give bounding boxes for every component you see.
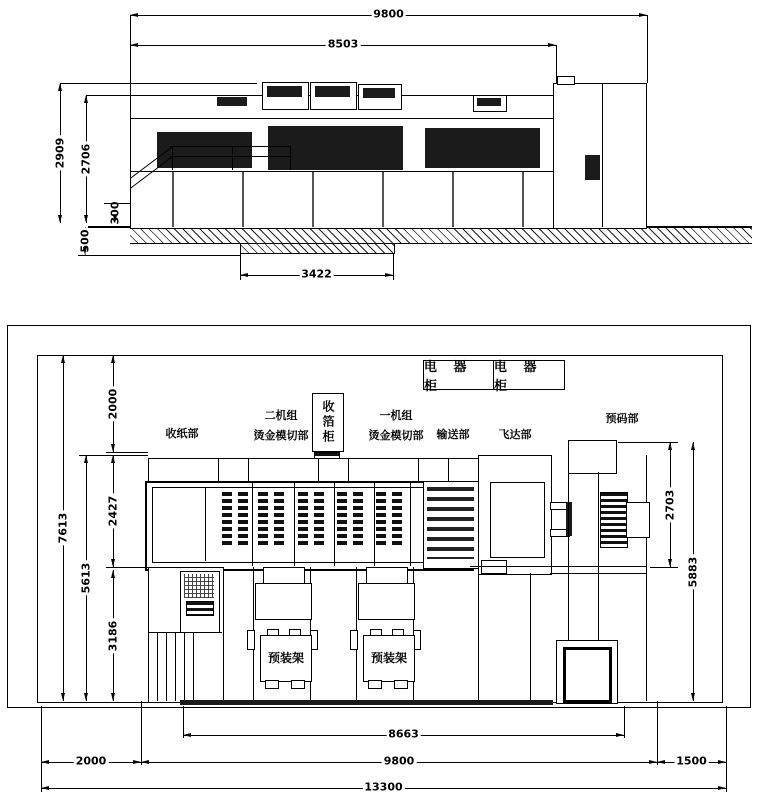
band-divider: [348, 458, 349, 481]
machine-leg: [312, 170, 314, 227]
rack2-foot: [394, 680, 408, 689]
dim-machine-depth-label: 2427: [106, 495, 120, 527]
dim-left-inner: [79, 455, 93, 701]
label-unit2-line1: 二机组: [264, 409, 298, 422]
grate-group: [258, 492, 284, 548]
dim-bottom-left-label: 2000: [75, 754, 107, 768]
label-unit1: [363, 406, 429, 446]
prestack-striped-block: [600, 492, 628, 548]
railing-rail: [170, 156, 290, 157]
dim-pit-depth: [78, 227, 92, 255]
dim-right-upper-label: 2703: [663, 489, 677, 520]
railing-post: [172, 146, 173, 170]
dim-top-clearance-label: 2000: [106, 388, 120, 419]
slat-column: [376, 492, 386, 548]
slat-column: [392, 492, 402, 548]
dim-overall-length-label: 9800: [373, 7, 404, 21]
slat-column: [258, 492, 268, 548]
unit-divider: [334, 482, 335, 566]
band-divider: [418, 458, 419, 481]
slat-column: [274, 492, 284, 548]
electrical-cabinet-left: [423, 360, 495, 394]
dim-right-overall-label: 5883: [686, 556, 700, 587]
electrical-cabinet-right: [493, 360, 565, 394]
layout-line: [530, 573, 531, 701]
grate-group: [337, 492, 363, 548]
cabinet-divider: [602, 83, 603, 227]
label-feeder: 飞达部: [498, 428, 532, 441]
unit-divider: [252, 482, 253, 566]
railing-post: [290, 146, 291, 170]
dim-bottom-area: [106, 570, 120, 701]
extension-line: [106, 452, 148, 453]
machine-base-frame: [130, 170, 555, 229]
rack1-tab: [247, 630, 255, 650]
dim-pit-length: [240, 267, 393, 281]
layout-line: [550, 573, 646, 574]
dim-bottom-area-label: 3186: [106, 620, 120, 651]
extension-line: [650, 567, 678, 568]
cabinet-top-block: [557, 76, 575, 85]
extension-line: [624, 706, 625, 738]
slat-column: [222, 492, 232, 548]
band-divider: [318, 458, 319, 481]
platform-slat: [166, 632, 167, 701]
machine-leg: [382, 170, 384, 227]
band-divider: [248, 458, 249, 481]
dim-bottom-middle: [141, 754, 657, 768]
rack2-mid-box: [358, 583, 415, 620]
prestack-column-line: [646, 455, 647, 701]
dim-bottom-right: [657, 754, 726, 768]
dim-body-length-label: 8503: [327, 37, 359, 51]
slat-column: [353, 492, 363, 548]
pit-hatch: [240, 243, 395, 254]
unit-divider: [294, 482, 295, 566]
machinery-cluster: [425, 128, 540, 168]
rack1-foot: [265, 680, 279, 689]
label-preload-rack-1: 预装架: [267, 650, 304, 665]
tower-screen-3: [363, 88, 395, 98]
extension-line: [60, 83, 257, 84]
dim-machine-length-label: 8663: [388, 727, 419, 741]
feeder-small-box: [481, 560, 507, 574]
label-preload-rack-2: 预装架: [370, 650, 407, 665]
slat-column: [298, 492, 308, 548]
slat-column: [238, 492, 248, 548]
prestack-bracket: [626, 502, 650, 538]
connector-slats: [566, 502, 572, 536]
rack2-foot: [368, 680, 382, 689]
label-conveyor: 输送部: [436, 428, 470, 441]
dim-pit-depth-label: 500: [78, 229, 92, 253]
dim-base-height-label: 300: [108, 201, 122, 225]
machine-leg: [172, 170, 174, 227]
dim-machine-length: [183, 727, 624, 741]
dim-right-upper: [663, 442, 677, 567]
conveyor-rollers: [427, 487, 474, 559]
panel-screen-4: [477, 98, 501, 106]
extension-line: [106, 567, 148, 568]
grate-group: [376, 492, 402, 548]
extension-line: [240, 253, 241, 280]
machine-top-band: [148, 458, 480, 483]
preload-rack-2: [363, 635, 415, 682]
foil-cabinet-grid: [184, 574, 214, 598]
unit-divider: [374, 482, 375, 566]
dim-left-overall: [56, 355, 70, 701]
unit-divider: [410, 482, 411, 566]
band-divider: [448, 458, 449, 481]
rack1-mid-box: [255, 583, 312, 620]
rack2-tab: [350, 630, 358, 650]
dim-body-length: [130, 37, 556, 51]
railing-post: [130, 178, 131, 227]
dim-left-overall-label: 7613: [56, 512, 70, 544]
dim-machine-depth: [106, 455, 120, 567]
grate-group: [222, 492, 248, 548]
slat-column: [337, 492, 347, 548]
band-divider: [218, 458, 219, 481]
dim-body-height-label: 2706: [79, 143, 93, 175]
dim-bottom-right-label: 1500: [676, 754, 707, 768]
tower-screen-1: [267, 86, 302, 97]
dim-body-height: [79, 95, 93, 223]
extension-line: [78, 255, 240, 256]
dim-top-clearance: [106, 355, 120, 452]
dim-bottom-middle-label: 9800: [383, 754, 415, 768]
extension-line: [79, 455, 148, 456]
label-unit1-line1: 一机组: [379, 409, 413, 422]
layout-line: [470, 566, 646, 567]
machinery-cluster: [268, 126, 403, 170]
label-unit2: [248, 406, 314, 446]
layout-line: [478, 573, 479, 701]
extension-line: [657, 701, 658, 765]
dim-bottom-overall-label: 13300: [364, 780, 403, 794]
machine-leg: [242, 170, 244, 227]
foil-cabinet-slats: [186, 601, 214, 616]
label-unit1-line2: 烫金模切部: [368, 428, 424, 442]
dim-pit-length-label: 3422: [301, 267, 332, 281]
extension-line: [41, 706, 42, 792]
dim-right-overall: [686, 442, 700, 701]
label-unit2-line2: 烫金模切部: [253, 428, 309, 442]
dim-overall-height-label: 2909: [53, 137, 67, 169]
electrical-cabinet-left-label: 电 器 柜: [424, 360, 473, 394]
machine-leg: [452, 170, 454, 227]
bottom-rail: [180, 700, 553, 705]
tower-screen-2: [315, 86, 350, 97]
dim-bottom-left: [41, 754, 141, 768]
electrical-cabinet-right-label: 电 器 柜: [494, 360, 543, 394]
railing-rail: [170, 146, 290, 147]
dim-bottom-overall: [41, 780, 726, 794]
platform-slat: [157, 632, 158, 701]
feeder-inner: [490, 482, 545, 558]
extension-line: [726, 706, 727, 792]
label-prestack: 预码部: [605, 412, 639, 425]
platform-slat: [193, 632, 194, 701]
extension-line: [647, 15, 648, 83]
machine-leg: [522, 170, 524, 227]
extension-line: [618, 442, 678, 443]
preload-rack-1: [260, 635, 312, 682]
cabinet-door: [585, 155, 600, 180]
ground-hatch: [130, 228, 752, 244]
foil-cabinet-top-box: [312, 393, 344, 452]
grate-group: [298, 492, 324, 548]
platform-slat: [184, 632, 185, 701]
pallet-inner: [563, 647, 612, 703]
label-foil-cabinet-top: 收箔柜: [321, 400, 335, 445]
dim-base-height: [108, 201, 122, 225]
dim-left-inner-label: 5613: [79, 562, 93, 594]
extension-line: [183, 706, 184, 738]
side-panel: [217, 97, 247, 106]
slat-column: [314, 492, 324, 548]
platform-slat: [175, 632, 176, 701]
prestack-top-box: [568, 440, 617, 474]
dim-overall-height: [53, 83, 67, 223]
extension-line: [141, 701, 142, 765]
rack1-foot: [291, 680, 305, 689]
delivery-divider: [205, 487, 206, 561]
railing-post: [232, 146, 233, 170]
extension-line: [393, 253, 394, 280]
feeder-cabinet: [553, 83, 647, 229]
dim-overall-length: [130, 7, 647, 21]
extension-line: [86, 95, 253, 96]
label-paper-delivery: 收纸部: [165, 427, 199, 440]
